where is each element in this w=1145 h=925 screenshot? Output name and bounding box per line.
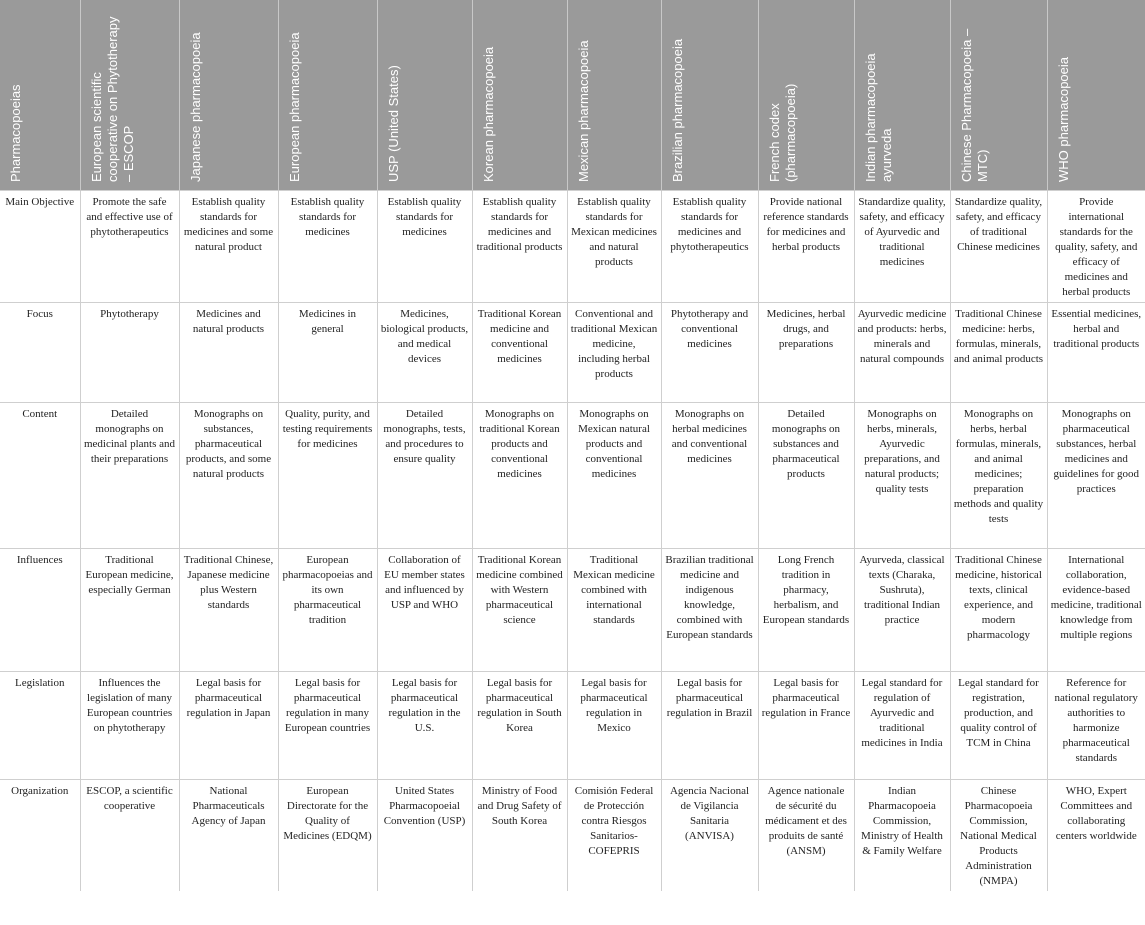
row-label: Main Objective xyxy=(0,191,80,303)
column-header xyxy=(377,0,472,191)
column-header xyxy=(567,0,661,191)
table-cell: Ayurveda, classical texts (Charaka, Sushruta), traditional Indian practice xyxy=(854,549,950,672)
table-cell: Monographs on herbal medicines and conventional medicines xyxy=(661,403,758,549)
table-cell: Standardize quality, safety, and efficacy of traditional Chinese medicines xyxy=(950,191,1047,303)
table-row xyxy=(0,191,1145,303)
table-cell: Legal standard for registration, production, and quality control of TCM in China xyxy=(950,672,1047,780)
table-cell: Traditional Korean medicine combined with Western pharmaceutical science xyxy=(472,549,567,672)
table-cell: Legal basis for pharmaceutical regulation in Mexico xyxy=(567,672,661,780)
column-header-label: Chinese Pharmacopoeia – MTC) xyxy=(958,28,990,182)
row-label: Content xyxy=(0,403,80,549)
header-row xyxy=(0,0,1145,191)
table-cell: Detailed monographs on substances and pharmaceutical products xyxy=(758,403,854,549)
table-cell: Medicines in general xyxy=(278,303,377,403)
table-cell: ESCOP, a scientific cooperative xyxy=(80,780,179,892)
table-cell: Traditional European medicine, especially German xyxy=(80,549,179,672)
table-cell: Establish quality standards for medicines xyxy=(377,191,472,303)
table-cell: Indian Pharmacopoeia Commission, Ministry of Health & Family Welfare xyxy=(854,780,950,892)
table-cell: Medicines, biological products, and medical devices xyxy=(377,303,472,403)
table-cell: Legal basis for pharmaceutical regulation in Japan xyxy=(179,672,278,780)
column-header-label: European scientific cooperative on Phytotherapy – ESCOP xyxy=(88,16,136,182)
table-cell: Chinese Pharmacopoeia Commission, National Medical Products Administration (NMPA) xyxy=(950,780,1047,892)
table-cell: Monographs on Mexican natural products and conventional medicines xyxy=(567,403,661,549)
table-cell: Traditional Mexican medicine combined with international standards xyxy=(567,549,661,672)
table-cell: Agence nationale de sécurité du médicament et des produits de santé (ANSM) xyxy=(758,780,854,892)
column-header xyxy=(1047,0,1145,191)
column-header xyxy=(179,0,278,191)
column-header-label: Japanese pharmacopoeia xyxy=(187,32,203,182)
table-cell: Establish quality standards for medicines and traditional products xyxy=(472,191,567,303)
table-cell: Phytotherapy xyxy=(80,303,179,403)
row-label: Legislation xyxy=(0,672,80,780)
table-cell: Establish quality standards for medicines and some natural product xyxy=(179,191,278,303)
table-cell: Monographs on herbs, minerals, Ayurvedic preparations, and natural products; quality tests xyxy=(854,403,950,549)
table-cell: Provide national reference standards for medicines and herbal products xyxy=(758,191,854,303)
table-cell: Essential medicines, herbal and traditional products xyxy=(1047,303,1145,403)
table-cell: Reference for national regulatory authorities to harmonize pharmaceutical standards xyxy=(1047,672,1145,780)
column-header xyxy=(80,0,179,191)
column-header xyxy=(661,0,758,191)
column-header xyxy=(854,0,950,191)
table-cell: Promote the safe and effective use of phytotherapeutics xyxy=(80,191,179,303)
table-cell: United States Pharmacopoeial Convention (USP) xyxy=(377,780,472,892)
table-cell: Establish quality standards for medicines and phytotherapeutics xyxy=(661,191,758,303)
table-cell: Conventional and traditional Mexican medicine, including herbal products xyxy=(567,303,661,403)
table-cell: Traditional Chinese, Japanese medicine plus Western standards xyxy=(179,549,278,672)
table-cell: Legal basis for pharmaceutical regulation in South Korea xyxy=(472,672,567,780)
table-cell: Monographs on traditional Korean products and conventional medicines xyxy=(472,403,567,549)
table-cell: Ayurvedic medicine and products: herbs, minerals and natural compounds xyxy=(854,303,950,403)
table-cell: Detailed monographs on medicinal plants and their preparations xyxy=(80,403,179,549)
column-header xyxy=(0,0,80,191)
column-header-label: Indian pharmacopoeia ayurveda xyxy=(862,53,894,182)
table-cell: Establish quality standards for Mexican medicines and natural products xyxy=(567,191,661,303)
table-cell: Legal basis for pharmaceutical regulation in Brazil xyxy=(661,672,758,780)
column-header xyxy=(472,0,567,191)
table-row xyxy=(0,303,1145,403)
column-header xyxy=(758,0,854,191)
table-cell: Brazilian traditional medicine and indigenous knowledge, combined with European standards xyxy=(661,549,758,672)
table-cell: Monographs on pharmaceutical substances, herbal medicines and guidelines for good practices xyxy=(1047,403,1145,549)
column-header-label: Pharmacopoeias xyxy=(8,84,23,182)
column-header-label: USP (United States) xyxy=(385,65,401,182)
row-label: Influences xyxy=(0,549,80,672)
table-cell: Comisión Federal de Protección contra Riesgos Sanitarios-COFEPRIS xyxy=(567,780,661,892)
table-cell: Influences the legislation of many European countries on phytotherapy xyxy=(80,672,179,780)
table-row xyxy=(0,549,1145,672)
column-header-label: European pharmacopoeia xyxy=(286,32,302,182)
table-cell: International collaboration, evidence-based medicine, traditional knowledge from multiple regions xyxy=(1047,549,1145,672)
table-cell: Traditional Chinese medicine, historical texts, clinical experience, and modern pharmacology xyxy=(950,549,1047,672)
column-header-label: Korean pharmacopoeia xyxy=(480,46,496,182)
column-header-label: French codex (pharmacopoeia) xyxy=(766,83,798,182)
table-cell: Legal standard for regulation of Ayurvedic and traditional medicines in India xyxy=(854,672,950,780)
table-cell: Monographs on herbs, herbal formulas, minerals, and animal medicines; preparation methods and quality tests xyxy=(950,403,1047,549)
table-cell: Quality, purity, and testing requirements for medicines xyxy=(278,403,377,549)
table-cell: European Directorate for the Quality of Medicines (EDQM) xyxy=(278,780,377,892)
table-row xyxy=(0,403,1145,549)
table-cell: Legal basis for pharmaceutical regulation in many European countries xyxy=(278,672,377,780)
table-cell: Provide international standards for the quality, safety, and efficacy of medicines and herbal products xyxy=(1047,191,1145,303)
table-cell: Phytotherapy and conventional medicines xyxy=(661,303,758,403)
column-header xyxy=(950,0,1047,191)
table-cell: Medicines and natural products xyxy=(179,303,278,403)
table-cell: Traditional Chinese medicine: herbs, formulas, minerals, and animal products xyxy=(950,303,1047,403)
table-cell: WHO, Expert Committees and collaborating centers worldwide xyxy=(1047,780,1145,892)
table-cell: Agencia Nacional de Vigilancia Sanitaria (ANVISA) xyxy=(661,780,758,892)
table-row xyxy=(0,780,1145,892)
table-cell: Detailed monographs, tests, and procedures to ensure quality xyxy=(377,403,472,549)
table-cell: Traditional Korean medicine and conventional medicines xyxy=(472,303,567,403)
table-cell: Legal basis for pharmaceutical regulation in France xyxy=(758,672,854,780)
column-header-label: Brazilian pharmacopoeia xyxy=(669,38,685,182)
column-header-label: WHO pharmacopoeia xyxy=(1055,57,1071,182)
table-cell: Long French tradition in pharmacy, herbalism, and European standards xyxy=(758,549,854,672)
table-cell: European pharmacopoeias and its own pharmaceutical tradition xyxy=(278,549,377,672)
table-cell: Standardize quality, safety, and efficacy of Ayurvedic and traditional medicines xyxy=(854,191,950,303)
table-row xyxy=(0,672,1145,780)
table-cell: Collaboration of EU member states and influenced by USP and WHO xyxy=(377,549,472,672)
column-header xyxy=(278,0,377,191)
table-cell: National Pharmaceuticals Agency of Japan xyxy=(179,780,278,892)
table-cell: Legal basis for pharmaceutical regulation in the U.S. xyxy=(377,672,472,780)
row-label: Organization xyxy=(0,780,80,892)
column-header-label: Mexican pharmacopoeia xyxy=(575,40,591,182)
table-cell: Monographs on substances, pharmaceutical products, and some natural products xyxy=(179,403,278,549)
row-label: Focus xyxy=(0,303,80,403)
table-cell: Establish quality standards for medicines xyxy=(278,191,377,303)
table-cell: Ministry of Food and Drug Safety of South Korea xyxy=(472,780,567,892)
table-cell: Medicines, herbal drugs, and preparations xyxy=(758,303,854,403)
